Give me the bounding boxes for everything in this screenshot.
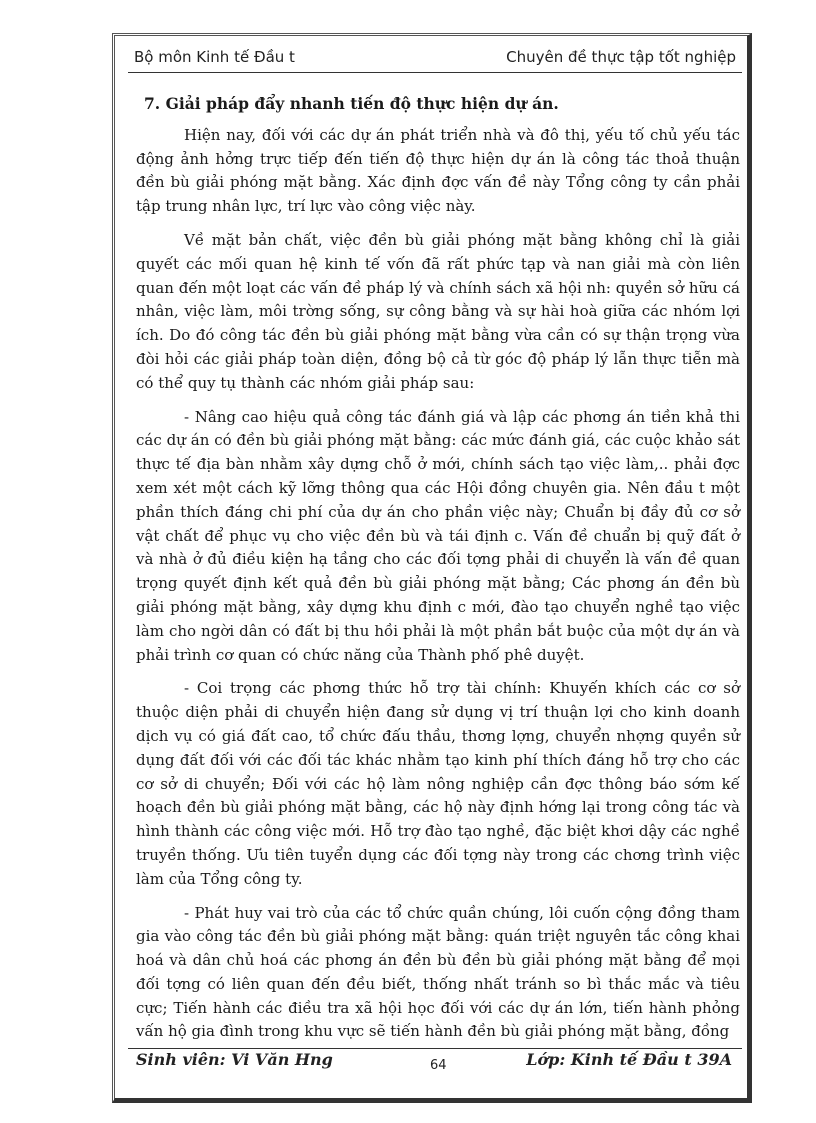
- body-content: [136, 90, 740, 1054]
- paragraph: - Phát huy vai trò của các tổ chức quần chúng, lôi cuốn cộng đồng tham gia vào công tác đền bù giải phóng mặt bằng: quán triệt nguyên tắc công khai hoá và dân chủ hoá các phơng án đền bù đền bù giải phóng mặt bằng để mọi đối tợng có liên quan đến đều biết, thống nhất tránh so bì thắc mắc và tiêu cực; Tiến hành các điều tra xã hội học đối với các dự án lớn, tiến hành phỏng vấn hộ gia đình trong khu vực sẽ tiến hành đền bù giải phóng mặt bằng, đồng: [136, 903, 740, 1041]
- paragraph: Về mặt bản chất, việc đền bù giải phóng mặt bằng không chỉ là giải quyết các mối quan hệ kinh tế vốn đã rất phức tạp và nan giải mà còn liên quan đến một loạt các vấn đề pháp lý và chính sách xã hội nh: quyền sở hữu cá nhân, việc làm, môi trờng sống, sự công bằng và sự hài hoà giữa các nhóm lợi ích. Do đó công tác đền bù giải phóng mặt bằng vừa cần có sự thận trọng vừa đòi hỏi các giải pháp toàn diện, đồng bộ cả từ góc độ pháp lý lẫn thực tiễn mà có thể quy tụ thành các nhóm giải pháp sau:: [136, 230, 740, 392]
- footer-divider: [128, 1048, 742, 1049]
- page-footer: [128, 1050, 742, 1084]
- header-divider: [128, 72, 742, 73]
- footer-student: Sinh viên: Vi Văn Hng: [136, 1050, 333, 1069]
- page-number: 64: [430, 1058, 447, 1073]
- header-department: Bộ môn Kinh tế Đầu t: [134, 48, 295, 66]
- paragraph: Hiện nay, đối với các dự án phát triển nhà và đô thị, yếu tố chủ yếu tác động ảnh hởng trực tiếp đến tiến độ thực hiện dự án là công tác thoả thuận đền bù giải phóng mặt bằng. Xác định đợc vấn đề này Tổng công ty cần phải tập trung nhân lực, trí lực vào công việc này.: [136, 125, 740, 216]
- footer-class: Lớp: Kinh tế Đầu t 39A: [526, 1050, 732, 1069]
- page-header: [128, 44, 744, 72]
- section-heading: 7. Giải pháp đẩy nhanh tiến độ thực hiện dự án.: [144, 94, 559, 113]
- paragraph: - Nâng cao hiệu quả công tác đánh giá và lập các phơng án tiền khả thi các dự án có đền bù giải phóng mặt bằng: các mức đánh giá, các cuộc khảo sát thực tế địa bàn nhằm xây dựng chỗ ở mới, chính sách tạo việc làm,.. phải đợc xem xét một cách kỹ lỡng thông qua các Hội đồng chuyên gia. Nên đầu t một phần thích đáng chi phí của dự án cho phần việc này; Chuẩn bị đầy đủ cơ sở vật chất để phục vụ cho việc đền bù và tái định c. Vấn đề chuẩn bị quỹ đất ở và nhà ở đủ điều kiện hạ tầng cho các đối tợng phải di chuyển là vấn đề quan trọng quyết định kết quả đền bù giải phóng mặt bằng; Các phơng án đền bù giải phóng mặt bằng, xây dựng khu định c mới, đào tạo chuyển nghề tạo việc làm cho ngời dân có đất bị thu hồi phải là một phần bắt buộc của một dự án và phải trình cơ quan có chức năng của Thành phố phê duyệt.: [136, 407, 740, 664]
- paragraph: - Coi trọng các phơng thức hỗ trợ tài chính: Khuyến khích các cơ sở thuộc diện phải di chuyển hiện đang sử dụng vị trí thuận lợi cho kinh doanh dịch vụ có giá đất cao, tổ chức đấu thầu, thơng lợng, chuyển nhợng quyền sử dụng đất đối với các đối tác khác nhằm tạo kinh phí thích đáng hỗ trợ cho các cơ sở di chuyển; Đối với các hộ làm nông nghiệp cần đợc thông báo sớm kế hoạch đền bù giải phóng mặt bằng, các hộ này định hớng lại trong công tác và hình thành các công việc mới. Hỗ trợ đào tạo nghề, đặc biệt khơi dậy các nghề truyền thống. Ưu tiên tuyển dụng các đối tợng này trong các chơng trình việc làm của Tổng công ty.: [136, 679, 740, 888]
- header-report-title: Chuyên đề thực tập tốt nghiệp: [506, 48, 736, 66]
